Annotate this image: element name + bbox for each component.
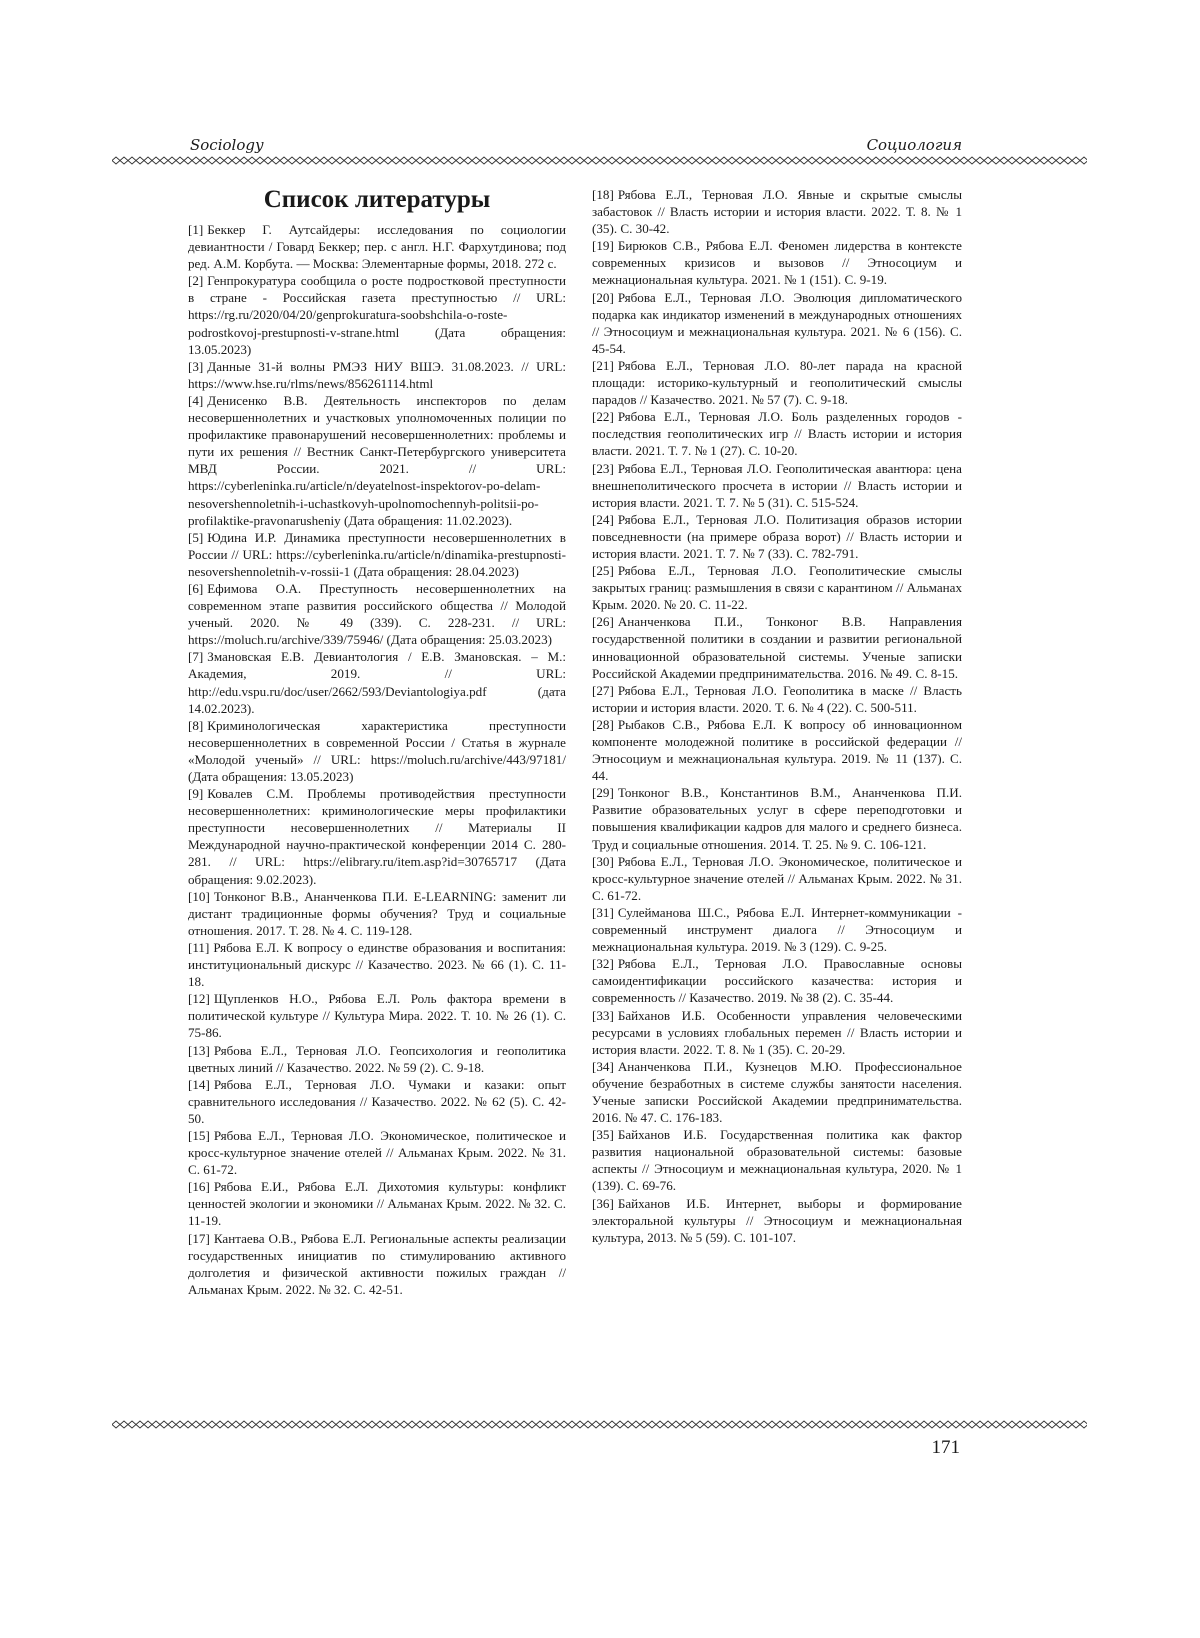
reference-number: [19]: [592, 238, 614, 254]
reference-text: Байханов И.Б. Государственная политика как фактор развития национальной образовательной системы: базовые аспекты // Этносоциум и межнациональная культура, 2020. № 1 (139). С. 69-76.: [592, 1127, 962, 1194]
reference-number: [24]: [592, 511, 614, 527]
reference-number: [7]: [188, 649, 204, 665]
reference-item: [592, 853, 962, 904]
reference-number: [10]: [188, 888, 210, 904]
reference-item: [592, 186, 962, 237]
reference-item: [188, 580, 566, 648]
reference-item: [188, 1230, 566, 1298]
reference-number: [5]: [188, 529, 204, 545]
reference-item: [592, 408, 962, 459]
reference-item: [188, 272, 566, 357]
reference-item: [188, 785, 566, 888]
reference-text: Рябова Е.И., Рябова Е.Л. Дихотомия культуры: конфликт ценностей экологии и экономики // Альманах Крым. 2022. № 32. С. 11-19.: [188, 1179, 566, 1229]
reference-text: Денисенко В.В. Деятельность инспекторов по делам несовершеннолетних и участковых уполномоченных полиции по профилактике правонарушений несовершеннолетних: проблемы и пути их решения // Вестник Санкт-Петербургского университета МВД России. 2021. // URL: https://cyberleninka.ru/article/n/deyatelnost-inspektorov-po-delam-nesovershennoletnih-i-uchastkovyh-upolnomochennyh-politsii-po-profilaktike-pravonarusheniy (Дата обращения: 11.02.2023).: [188, 392, 566, 528]
reference-list-right: [592, 186, 962, 1246]
reference-number: [28]: [592, 716, 614, 732]
reference-number: [36]: [592, 1195, 614, 1211]
reference-number: [15]: [188, 1127, 210, 1143]
reference-text: Тонконог В.В., Ананченкова П.И. E-LEARNING: заменит ли дистант традиционные формы обучения? Труд и социальные отношения. 2017. Т. 28. № 4. С. 119-128.: [188, 888, 566, 938]
reference-number: [25]: [592, 563, 614, 579]
header-journal-russian: Социология: [866, 136, 962, 154]
reference-text: Ананченкова П.И., Тонконог В.В. Направления государственной политики в создании и развитии региональной инновационной образовательной системы. Ученые записки Российской Академии предпринимательства. 2016. № 49. С. 8-15.: [592, 614, 962, 681]
reference-item: [592, 904, 962, 955]
header-journal-english: Sociology: [190, 136, 264, 154]
reference-text: Рябова Е.Л., Терновая Л.О. Явные и скрытые смыслы забастовок // Власть истории и история власти. 2022. Т. 8. № 1 (35). С. 30-42.: [592, 187, 962, 237]
reference-number: [27]: [592, 682, 614, 698]
reference-item: [188, 1178, 566, 1229]
reference-text: Рябова Е.Л., Терновая Л.О. Эволюция дипломатического подарка как индикатор изменений в международных отношениях // Этносоциум и межнациональная культура. 2021. № 6 (156). С. 45-54.: [592, 289, 962, 356]
reference-item: [592, 955, 962, 1006]
reference-text: Сулейманова Ш.С., Рябова Е.Л. Интернет-коммуникации - современный инструмент диалога // Этносоциум и межнациональная культура. 2019. № 3 (129). С. 9-25.: [592, 904, 962, 955]
reference-number: [2]: [188, 273, 204, 289]
reference-text: Рябова Е.Л., Терновая Л.О. Православные основы самоидентификации российского казачества: история и современность // Казачество. 2019. № 38 (2). С. 35-44.: [592, 956, 962, 1006]
running-header: [190, 136, 962, 156]
right-column: [592, 186, 962, 1246]
reference-text: Рябова Е.Л., Терновая Л.О. Геополитические смыслы закрытых границ: размышления в связи с карантином // Альманах Крым. 2020. № 20. С. 11-22.: [592, 563, 962, 613]
reference-number: [9]: [188, 786, 204, 802]
reference-text: Рябова Е.Л. К вопросу о единстве образования и воспитания: институциональный дискурс // Казачество. 2023. № 66 (1). С. 11-18.: [188, 939, 566, 990]
reference-text: Генпрокуратура сообщила о росте подростковой преступности в стране - Российская газета преступностью // URL: https://rg.ru/2020/04/20/genprokuratura-soobshchila-o-roste-podrostkovoj-prestupnosti-v-strane.html (Дата обращения: 13.05.2023): [188, 273, 566, 357]
reference-number: [17]: [188, 1230, 210, 1246]
reference-text: Ковалев С.М. Проблемы противодействия преступности несовершеннолетних: криминологические меры профилактики преступности несовершеннолетних // Материалы II Международной научно-практической конференции 2014 С. 280-281. // URL: https://elibrary.ru/item.asp?id=30765717 (Дата обращения: 9.02.2023).: [188, 786, 566, 887]
reference-item: [592, 511, 962, 562]
reference-item: [592, 1058, 962, 1126]
reference-text: Кантаева О.В., Рябова Е.Л. Региональные аспекты реализации государственных инициатив по стимулированию активного долголетия и физической активности пожилых граждан // Альманах Крым. 2022. № 32. С. 42-51.: [188, 1230, 566, 1297]
reference-number: [21]: [592, 357, 614, 373]
reference-item: [592, 682, 962, 716]
reference-item: [592, 460, 962, 511]
reference-number: [1]: [188, 222, 204, 237]
reference-number: [18]: [592, 187, 614, 202]
reference-text: Рябова Е.Л., Терновая Л.О. Чумаки и казаки: опыт сравнительного исследования // Казачество. 2022. № 62 (5). С. 42-50.: [188, 1076, 566, 1126]
reference-text: Рябова Е.Л., Терновая Л.О. Геополитика в маске // Власть истории и история власти. 2020. Т. 6. № 4 (22). С. 500-511.: [592, 682, 962, 715]
reference-text: Рябова Е.Л., Терновая Л.О. Геопсихология и геополитика цветных линий // Казачество. 2022. № 59 (2). С. 9-18.: [188, 1042, 566, 1075]
reference-item: [592, 289, 962, 357]
reference-number: [23]: [592, 460, 614, 476]
reference-item: [188, 529, 566, 580]
reference-item: [188, 221, 566, 272]
reference-number: [32]: [592, 956, 614, 972]
reference-text: Рябова Е.Л., Терновая Л.О. Экономическое, политическое и кросс-культурное значение отелей // Альманах Крым. 2022. № 31. С. 61-72.: [592, 853, 962, 903]
reference-text: Рыбаков С.В., Рябова Е.Л. К вопросу об инновационном компоненте молодежной политике в российской федерации // Этносоциум и межнациональная культура. 2019. № 11 (137). С. 44.: [592, 716, 962, 784]
reference-text: Рябова Е.Л., Терновая Л.О. Геополитическая авантюра: цена внешнеполитического просчета в истории // Власть истории и история власти. 2021. Т. 7. № 5 (31). С. 515-524.: [592, 460, 962, 510]
reference-item: [592, 237, 962, 288]
reference-text: Беккер Г. Аутсайдеры: исследования по социологии девиантности / Говард Беккер; пер. с англ. Н.Г. Фархутдинова; под ред. А.М. Корбута. — Москва: Элементарные формы, 2018. 272 с.: [188, 222, 566, 272]
reference-number: [26]: [592, 614, 614, 630]
reference-text: Бирюков С.В., Рябова Е.Л. Феномен лидерства в контексте современных кризисов и вызовов // Этносоциум и межнациональная культура. 2021. № 1 (151). С. 9-19.: [592, 238, 962, 288]
reference-text: Юдина И.Р. Динамика преступности несовершеннолетних в России // URL: https://cyberleninka.ru/article/n/dinamika-prestupnosti-nesovershennoletnih-v-rossii-1 (Дата обращения: 28.04.2023): [188, 529, 566, 579]
reference-item: [188, 717, 566, 785]
reference-number: [29]: [592, 785, 614, 801]
reference-number: [16]: [188, 1179, 210, 1195]
reference-text: Ананченкова П.И., Кузнецов М.Ю. Профессиональное обучение безработных в системе службы занятости населения. Ученые записки Российской Академии предпринимательства. 2016. № 47. С. 176-183.: [592, 1058, 962, 1126]
reference-text: Рябова Е.Л., Терновая Л.О. Боль разделенных городов - последствия геополитических игр // Власть истории и история власти. 2021. Т. 7. № 1 (27). С. 10-20.: [592, 409, 962, 459]
reference-item: [592, 1126, 962, 1194]
reference-number: [3]: [188, 358, 204, 374]
reference-item: [188, 358, 566, 392]
reference-item: [188, 990, 566, 1041]
reference-item: [592, 357, 962, 408]
reference-text: Рябова Е.Л., Терновая Л.О. Экономическое, политическое и кросс-культурное значение отелей // Альманах Крым. 2022. № 31. С. 61-72.: [188, 1127, 566, 1178]
reference-text: Байханов И.Б. Интернет, выборы и формирование электоральной культуры // Этносоциум и межнациональная культура, 2013. № 5 (59). С. 101-107.: [592, 1195, 962, 1245]
reference-number: [20]: [592, 289, 614, 305]
reference-text: Данные 31-й волны РМЭЗ НИУ ВШЭ. 31.08.2023. // URL: https://www.hse.ru/rlms/news/856261114.html: [188, 358, 566, 391]
reference-item: [592, 716, 962, 784]
left-column: [188, 185, 566, 1298]
reference-item: [188, 1042, 566, 1076]
reference-item: [592, 1007, 962, 1058]
reference-item: [188, 392, 566, 529]
reference-number: [13]: [188, 1042, 210, 1058]
reference-number: [35]: [592, 1127, 614, 1143]
reference-text: Тонконог В.В., Константинов В.М., Ананченкова П.И. Развитие образовательных услуг в сфере переподготовки и повышения квалификации кадров для малого и среднего бизнеса. Труд и социальные отношения. 2014. Т. 25. № 9. С. 106-121.: [592, 785, 962, 852]
reference-text: Рябова Е.Л., Терновая Л.О. Политизация образов истории повседневности (на примере образа ворот) // Власть истории и история власти. 2021. Т. 7. № 7 (33). С. 782-791.: [592, 511, 962, 561]
reference-item: [592, 784, 962, 852]
reference-text: Байханов И.Б. Особенности управления человеческими ресурсами в условиях глобальных перемен // Власть истории и история власти. 2022. Т. 8. № 1 (35). С. 20-29.: [592, 1007, 962, 1057]
reference-item: [592, 613, 962, 681]
reference-number: [8]: [188, 717, 204, 733]
reference-item: [592, 1195, 962, 1246]
reference-list-left: [188, 221, 566, 1298]
reference-item: [592, 562, 962, 613]
reference-item: [188, 648, 566, 716]
page-number: 171: [931, 1437, 960, 1458]
reference-item: [188, 1127, 566, 1178]
reference-number: [11]: [188, 939, 210, 955]
reference-number: [33]: [592, 1007, 614, 1023]
section-title: Список литературы: [263, 186, 491, 213]
reference-number: [6]: [188, 580, 204, 596]
bottom-ornament-border: [112, 1420, 1087, 1429]
reference-item: [188, 939, 566, 990]
reference-number: [12]: [188, 991, 210, 1007]
reference-item: [188, 1076, 566, 1127]
reference-text: Щупленков Н.О., Рябова Е.Л. Роль фактора времени в политической культуре // Культура Мира. 2022. Т. 10. № 26 (1). С. 75-86.: [188, 991, 566, 1041]
reference-text: Криминологическая характеристика преступности несовершеннолетних в современной России / Статья в журнале «Молодой ученый» // URL: https://moluch.ru/archive/443/97181/ (Дата обращения: 13.05.2023): [188, 717, 566, 784]
reference-number: [30]: [592, 853, 614, 869]
reference-text: Змановская Е.В. Девиантология / Е.В. Змановская. – М.: Академия, 2019. // URL: http://edu.vspu.ru/doc/user/2662/593/Deviantologiya.pdf (дата 14.02.2023).: [188, 649, 566, 716]
reference-item: [188, 888, 566, 939]
reference-text: Рябова Е.Л., Терновая Л.О. 80-лет парада на красной площади: историко-культурный и геополитический смыслы парадов // Казачество. 2021. № 57 (7). С. 9-18.: [592, 357, 962, 408]
reference-number: [14]: [188, 1076, 210, 1092]
reference-number: [22]: [592, 409, 614, 425]
reference-text: Ефимова О.А. Преступность несовершеннолетних на современном этапе развития российского общества // Молодой ученый. 2020. № 49 (339). С. 228-231. // URL: https://moluch.ru/archive/339/75946/ (Дата обращения: 25.03.2023): [188, 580, 566, 648]
reference-number: [34]: [592, 1058, 614, 1074]
top-ornament-border: [112, 156, 1087, 165]
reference-number: [4]: [188, 392, 204, 408]
reference-number: [31]: [592, 904, 614, 920]
